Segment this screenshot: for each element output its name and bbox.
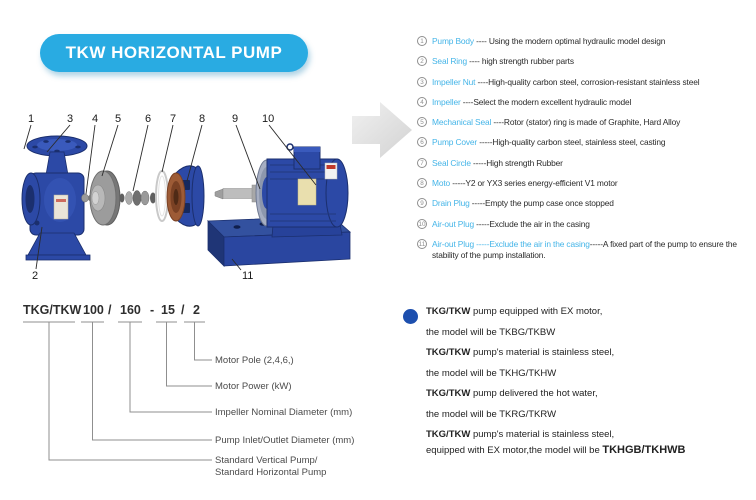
part-item: [417, 158, 755, 169]
part-item: [417, 137, 755, 148]
right-arrow-icon: [352, 100, 414, 160]
pump-exploded-diagram: [10, 95, 410, 285]
part-name: Air-out Plug -----Exclude the air in the casing: [432, 238, 590, 249]
part-name: Pump Cover: [432, 137, 478, 148]
part-number-badge: 9: [417, 198, 427, 208]
part-number-badge: 6: [417, 137, 427, 147]
callout-2: 2: [32, 270, 39, 282]
part-item: [417, 117, 755, 128]
part-number-badge: 5: [417, 117, 427, 127]
part-name: Seal Ring: [432, 56, 467, 67]
note-line: TKG/TKW pump's material is stainless steel,: [426, 429, 615, 440]
part-desc: ----Rotor (stator) ring is made of Graphite, Hard Alloy: [491, 117, 681, 128]
model-token-pole: 2: [193, 303, 200, 317]
callout-10: 10: [262, 113, 275, 125]
part-number-badge: 11: [418, 240, 426, 248]
mechanical-seal-part: [120, 191, 157, 206]
tree-lines: [23, 322, 212, 460]
part-desc: ---- Using the modern optimal hydraulic model design: [473, 36, 666, 46]
pump-body-part: [22, 136, 90, 260]
model-token-impeller: 160: [120, 303, 141, 317]
page-title: TKW HORIZONTAL PUMP: [65, 43, 283, 62]
motor-shaft-part: [215, 185, 259, 202]
tree-label-motor-power: Motor Power (kW): [215, 381, 292, 392]
tree-label-standard-1: Standard Vertical Pump/: [215, 455, 318, 466]
part-item: [417, 198, 755, 209]
model-token-power: 15: [161, 303, 175, 317]
note-bullet-icon: [403, 309, 418, 324]
part-item: [417, 56, 755, 67]
callout-11: 11: [242, 270, 254, 282]
tree-label-motor-pole: Motor Pole (2,4,6,): [215, 355, 294, 366]
tree-label-inlet-dia: Pump Inlet/Outlet Diameter (mm): [215, 435, 355, 446]
note-line: TKG/TKW pump equipped with EX motor,: [426, 306, 603, 317]
note-line: TKG/TKW pump's material is stainless steel,: [426, 347, 615, 358]
part-desc: ----High-quality carbon steel, corrosion-resistant stainless steel: [475, 76, 700, 87]
part-name: Pump Body: [432, 36, 474, 46]
part-desc: -----Y2 or YX3 series energy-efficient V1 motor: [450, 178, 618, 189]
part-item: [417, 239, 755, 262]
note-line: the model will be TKBG/TKBW: [426, 326, 556, 338]
motor-part: [256, 144, 348, 227]
model-token-inlet: 100: [83, 303, 104, 317]
part-item: [417, 219, 755, 230]
part-desc: -----Exclude the air in the casing: [473, 218, 590, 229]
part-number-badge: 8: [417, 178, 427, 188]
tree-label-standard-2: Standard Horizontal Pump: [215, 467, 327, 478]
pump-cover-part: [167, 166, 204, 226]
note-line: the model will be TKHG/TKHW: [426, 367, 557, 379]
impeller-part: [90, 171, 120, 225]
model-token-slash2: /: [181, 303, 185, 317]
part-desc: -----High strength Rubber: [470, 157, 563, 168]
callout-7: 7: [170, 113, 177, 125]
title-banner: [40, 34, 308, 72]
part-item: [417, 178, 755, 189]
tree-label-impeller-dia: Impeller Nominal Diameter (mm): [215, 407, 353, 418]
part-item: [417, 77, 755, 88]
model-token-series: TKG/TKW: [23, 303, 82, 317]
seal-circle-part: [156, 171, 168, 221]
part-number-badge: 7: [417, 158, 427, 168]
callout-4: 4: [92, 113, 99, 125]
part-name: Drain Plug: [432, 198, 470, 209]
callout-8: 8: [199, 113, 206, 125]
model-code-tree: [12, 296, 402, 496]
callout-6: 6: [145, 113, 152, 125]
part-item: [417, 36, 755, 47]
part-number-badge: 3: [417, 77, 427, 87]
callout-5: 5: [115, 113, 122, 125]
part-name: Seal Circle: [432, 157, 471, 168]
part-name: Impeller Nut: [432, 76, 476, 87]
part-number-badge: 2: [417, 56, 427, 66]
model-variant-notes: [400, 306, 752, 465]
part-desc: -----Empty the pump case once stopped: [469, 198, 614, 209]
part-number-badge: 4: [417, 97, 427, 107]
part-name: Mechanical Seal: [432, 117, 492, 128]
part-desc: ----Select the modern excellent hydraulic model: [460, 96, 632, 107]
part-number-badge: 10: [418, 220, 426, 228]
callout-1: 1: [28, 113, 35, 125]
model-token-slash1: /: [108, 303, 112, 317]
callout-3: 3: [67, 113, 74, 125]
part-number-badge: 1: [417, 36, 427, 46]
part-desc: -----High-quality carbon steel, stainless steel, casting: [477, 137, 666, 148]
callout-9: 9: [232, 113, 239, 125]
part-desc: ---- high strength rubber parts: [466, 56, 574, 67]
part-desc: -----A fixed part of the pump to ensure the stability of the pump installation.: [432, 238, 737, 261]
parts-list: [417, 36, 755, 271]
note-line: TKG/TKW pump delivered the hot water,: [426, 388, 598, 399]
part-name: Impeller: [432, 96, 461, 107]
part-name: Air-out Plug: [432, 218, 474, 229]
model-token-dash: -: [150, 303, 155, 317]
part-name: Moto: [432, 178, 451, 189]
note-line: the model will be TKRG/TKRW: [426, 408, 557, 420]
part-item: [417, 97, 755, 108]
note-line: equipped with EX motor,the model will be TKHGB/TKHWB: [426, 443, 686, 456]
